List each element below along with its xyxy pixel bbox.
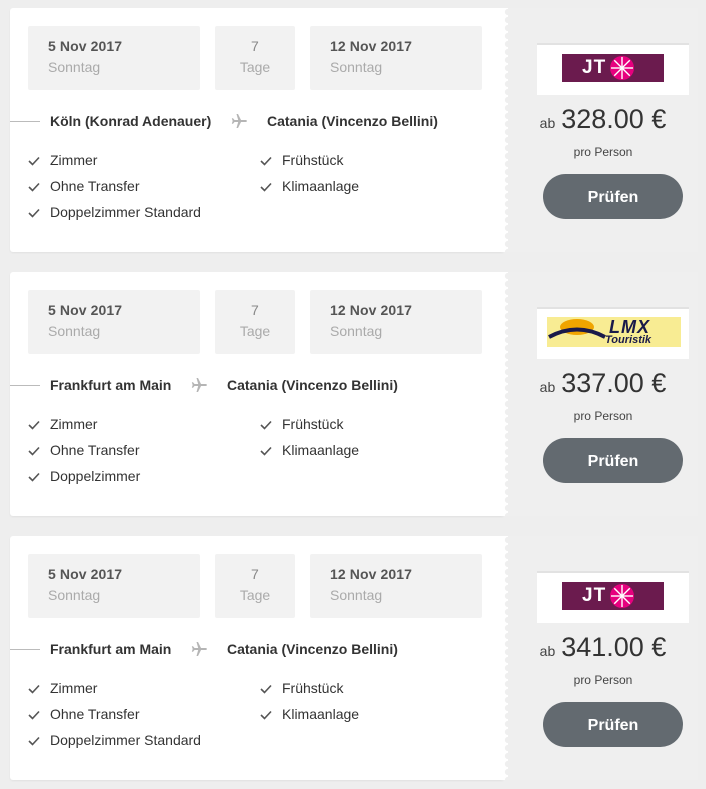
offer-card	[10, 8, 698, 252]
return-date: 12 Nov 2017	[330, 566, 413, 582]
jt-logo	[562, 582, 664, 610]
check-icon	[260, 151, 274, 171]
departure-airport: Köln (Konrad Adenauer)	[50, 113, 212, 129]
price-amount: 337.00 €	[561, 368, 667, 398]
feature-item	[28, 466, 140, 492]
check-icon	[260, 177, 274, 197]
feature-label: Doppelzimmer Standard	[50, 732, 201, 748]
duration-unit: Tage	[239, 323, 271, 339]
feature-item	[28, 414, 140, 440]
feature-label: Ohne Transfer	[50, 178, 140, 194]
feature-item	[28, 440, 140, 466]
operator-logo	[537, 43, 689, 95]
offer-card	[10, 536, 698, 780]
check-offer-button[interactable]: Prüfen	[543, 174, 683, 219]
feature-item	[28, 678, 201, 704]
lmx-logo-text: LMX	[609, 317, 650, 337]
return-date-box	[310, 290, 482, 354]
feature-label: Frühstück	[282, 680, 344, 696]
flight-route	[10, 112, 503, 132]
feature-item	[28, 202, 201, 228]
arrival-airport: Catania (Vincenzo Bellini)	[227, 641, 398, 657]
plane-icon	[191, 376, 207, 394]
operator-logo	[537, 571, 689, 623]
departure-airport: Frankfurt am Main	[50, 377, 172, 393]
check-icon	[260, 679, 274, 699]
departure-date-box	[28, 290, 200, 354]
check-offer-button[interactable]: Prüfen	[543, 438, 683, 483]
operator-logo	[537, 307, 689, 359]
plane-icon	[231, 112, 247, 130]
price-per-person: pro Person	[573, 145, 633, 159]
departure-date: 5 Nov 2017	[48, 302, 123, 318]
check-icon	[28, 731, 42, 751]
lmx-logo-subtext: Touristik	[605, 334, 652, 346]
feature-label: Doppelzimmer Standard	[50, 204, 201, 220]
departure-date-box	[28, 554, 200, 618]
feature-item	[28, 730, 201, 756]
feature-item	[260, 704, 359, 730]
duration-box	[215, 554, 295, 618]
feature-label: Zimmer	[50, 152, 98, 168]
price-prefix: ab	[539, 643, 556, 659]
feature-label: Klimaanlage	[282, 706, 360, 722]
check-offer-button[interactable]: Prüfen	[543, 702, 683, 747]
features-right	[260, 150, 359, 202]
price-amount: 341.00 €	[561, 632, 667, 662]
feature-label: Frühstück	[282, 416, 344, 432]
price	[508, 632, 698, 663]
duration-unit: Tage	[239, 59, 271, 75]
check-icon	[28, 203, 42, 223]
price-panel	[508, 536, 698, 780]
feature-label: Zimmer	[50, 416, 98, 432]
feature-label: Frühstück	[282, 152, 344, 168]
jt-logo-text: JT	[582, 585, 607, 606]
jt-logo-text: JT	[582, 57, 607, 78]
departure-weekday: Sonntag	[48, 587, 101, 603]
check-icon	[260, 705, 274, 725]
feature-label: Zimmer	[50, 680, 98, 696]
feature-label: Klimaanlage	[282, 442, 360, 458]
return-date-box	[310, 26, 482, 90]
route-line	[10, 385, 40, 386]
return-date: 12 Nov 2017	[330, 302, 413, 318]
feature-item	[28, 176, 201, 202]
feature-label: Klimaanlage	[282, 178, 360, 194]
offer-card	[10, 272, 698, 516]
duration-unit: Tage	[239, 587, 271, 603]
duration-box	[215, 290, 295, 354]
check-icon	[28, 679, 42, 699]
price	[508, 368, 698, 399]
feature-item	[260, 678, 359, 704]
arrival-airport: Catania (Vincenzo Bellini)	[227, 377, 398, 393]
features-left	[28, 414, 140, 492]
duration-value: 7	[251, 566, 259, 582]
price-per-person: pro Person	[573, 673, 633, 687]
price-panel	[508, 8, 698, 252]
check-icon	[28, 705, 42, 725]
price-prefix: ab	[539, 379, 556, 395]
feature-item	[28, 704, 201, 730]
check-icon	[260, 441, 274, 461]
return-date: 12 Nov 2017	[330, 38, 413, 54]
feature-item	[260, 176, 359, 202]
jt-logo	[562, 54, 664, 82]
price-per-person: pro Person	[573, 409, 633, 423]
feature-item	[260, 440, 359, 466]
return-date-box	[310, 554, 482, 618]
ticket-perforation	[500, 272, 508, 516]
price-panel	[508, 272, 698, 516]
features-right	[260, 414, 359, 466]
features-right	[260, 678, 359, 730]
check-icon	[28, 441, 42, 461]
duration-value: 7	[251, 302, 259, 318]
check-icon	[28, 151, 42, 171]
check-icon	[28, 177, 42, 197]
features-left	[28, 678, 201, 756]
price-amount: 328.00 €	[561, 104, 667, 134]
price-prefix: ab	[539, 115, 556, 131]
feature-label: Ohne Transfer	[50, 442, 140, 458]
offer-details	[10, 8, 503, 252]
departure-date-box	[28, 26, 200, 90]
flight-route	[10, 376, 503, 396]
check-icon	[260, 415, 274, 435]
ticket-perforation	[500, 536, 508, 780]
return-weekday: Sonntag	[330, 587, 383, 603]
return-weekday: Sonntag	[330, 323, 383, 339]
offer-details	[10, 536, 503, 780]
flight-route	[10, 640, 503, 660]
feature-item	[260, 414, 359, 440]
lmx-logo	[547, 317, 681, 347]
departure-weekday: Sonntag	[48, 323, 101, 339]
ticket-perforation	[500, 8, 508, 252]
features-left	[28, 150, 201, 228]
feature-item	[28, 150, 201, 176]
feature-label: Doppelzimmer	[50, 468, 141, 484]
duration-box	[215, 26, 295, 90]
offer-details	[10, 272, 503, 516]
duration-value: 7	[251, 38, 259, 54]
plane-icon	[191, 640, 207, 658]
departure-date: 5 Nov 2017	[48, 38, 123, 54]
feature-label: Ohne Transfer	[50, 706, 140, 722]
check-icon	[28, 415, 42, 435]
route-line	[10, 121, 40, 122]
return-weekday: Sonntag	[330, 59, 383, 75]
arrival-airport: Catania (Vincenzo Bellini)	[267, 113, 438, 129]
price	[508, 104, 698, 135]
departure-airport: Frankfurt am Main	[50, 641, 172, 657]
feature-item	[260, 150, 359, 176]
departure-date: 5 Nov 2017	[48, 566, 123, 582]
route-line	[10, 649, 40, 650]
departure-weekday: Sonntag	[48, 59, 101, 75]
check-icon	[28, 467, 42, 487]
